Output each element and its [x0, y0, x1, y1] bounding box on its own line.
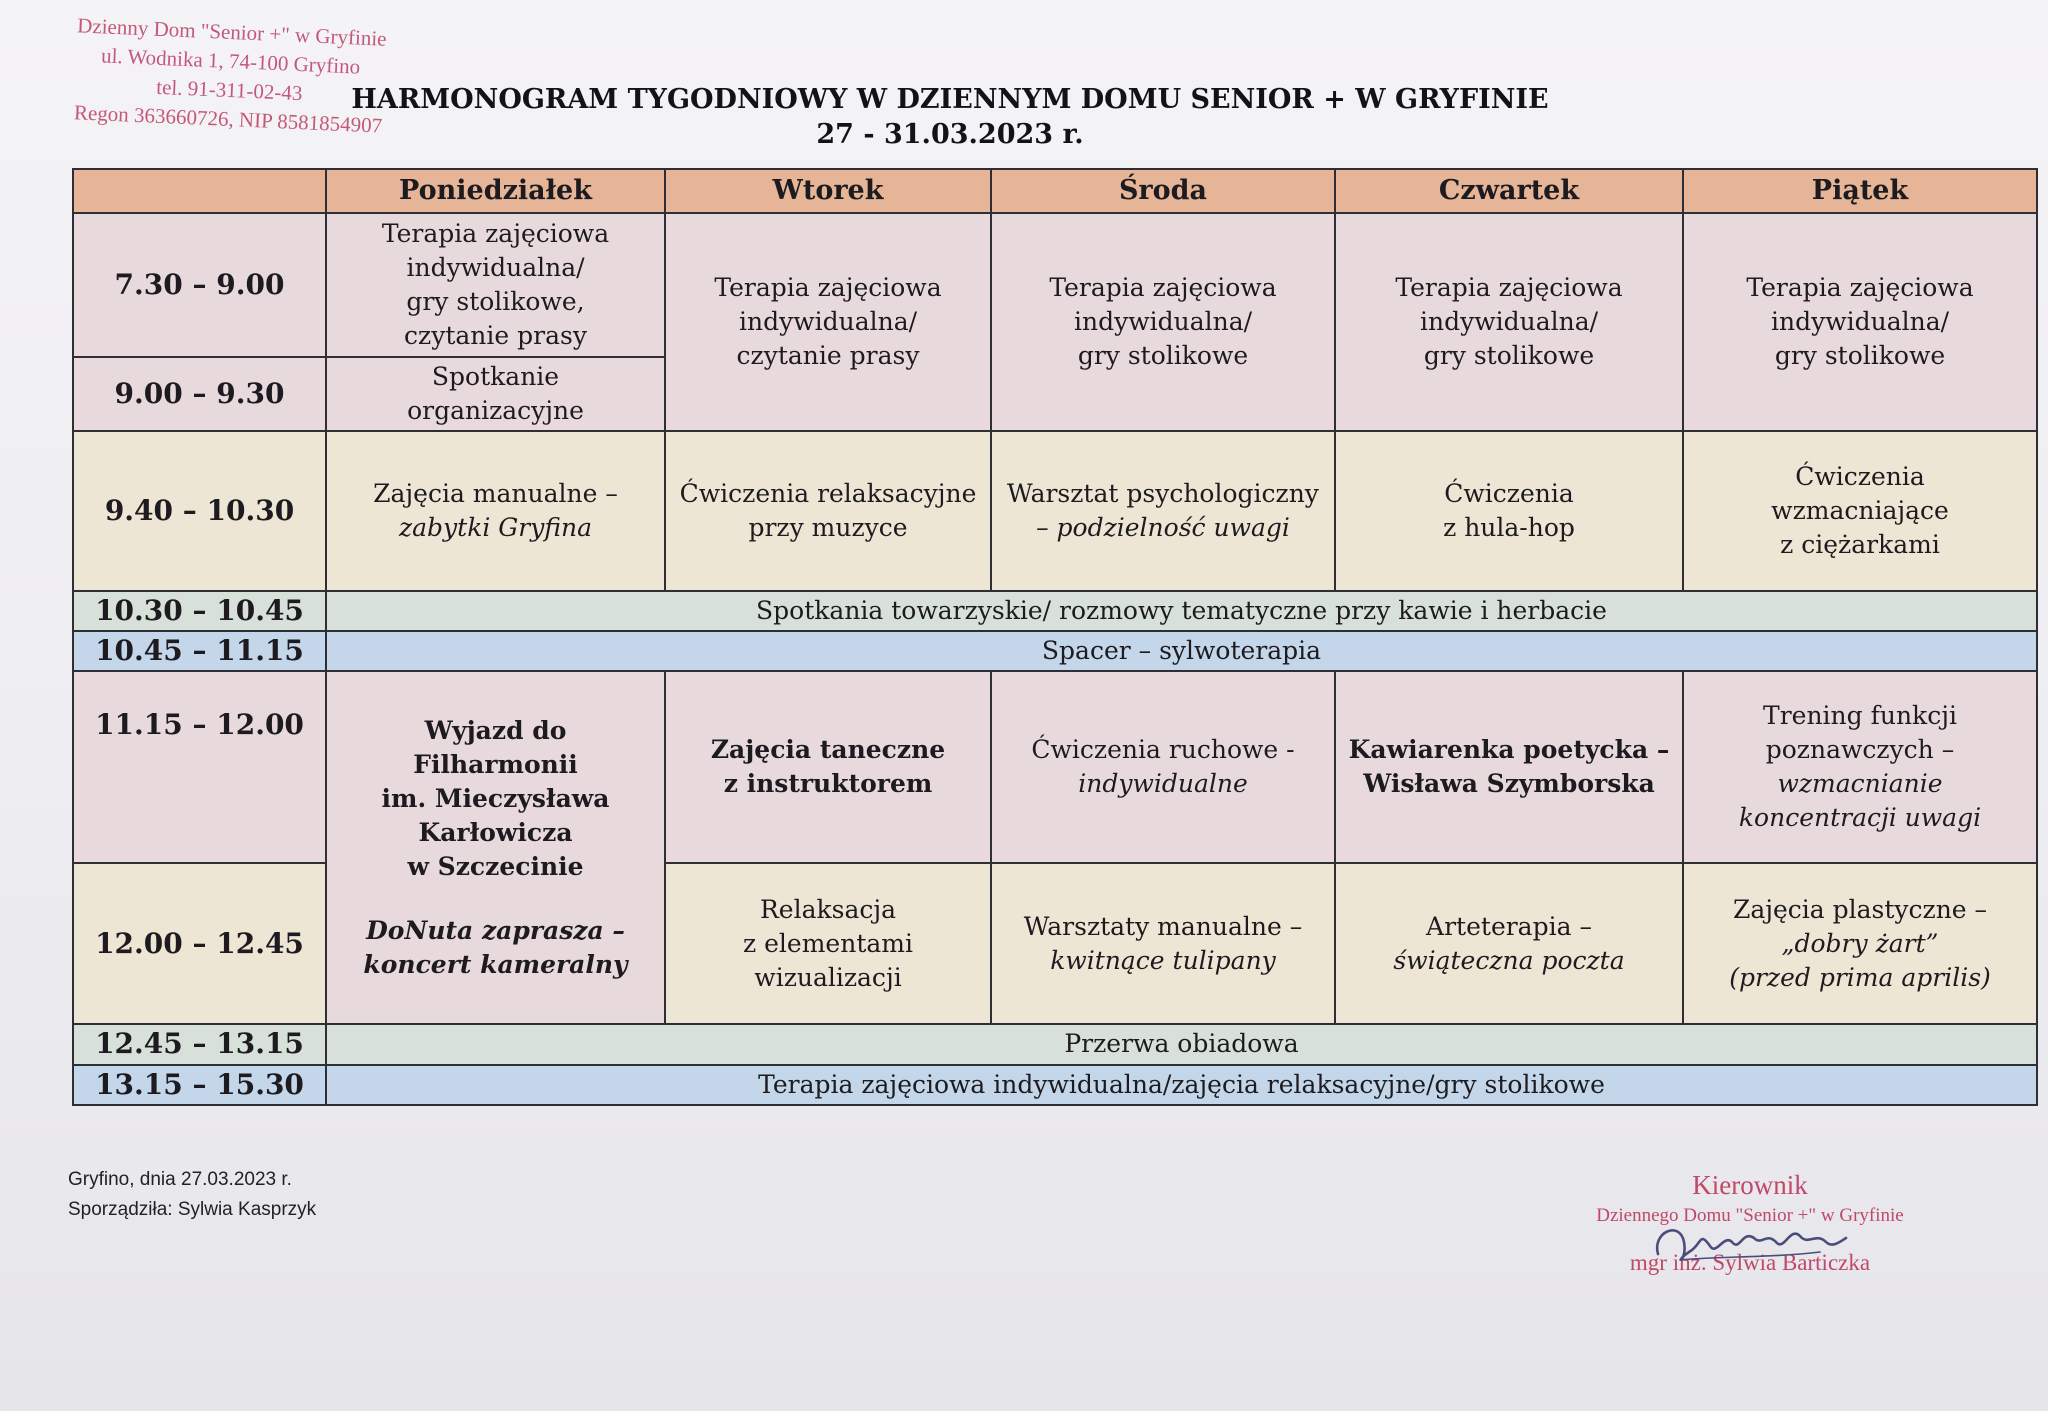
- activity-cell: [1683, 671, 2037, 863]
- activity-line: Arteterapia –: [1426, 911, 1592, 941]
- activity-line: im. Mieczysława: [381, 783, 610, 813]
- activity-line: indywidualna/: [1770, 307, 1950, 337]
- date-range: 27 - 31.03.2023 r.: [816, 119, 1084, 150]
- table-row: [73, 431, 2037, 590]
- activity-cell: [1683, 213, 2037, 431]
- activity-line: Karłowicza: [418, 817, 573, 847]
- activity-cell: [1683, 431, 2037, 590]
- page-title: [330, 84, 1570, 154]
- table-row: [73, 1024, 2037, 1064]
- schedule-table: [72, 168, 2038, 1106]
- day-header: Wtorek: [665, 169, 991, 213]
- activity-line: koncentracji uwagi: [1738, 803, 1982, 833]
- activity-line: Terapia zajęciowa: [1395, 273, 1623, 303]
- activity-cell: [326, 213, 665, 356]
- activity-line: z instruktorem: [723, 769, 933, 799]
- time-cell: 12.45 – 13.15: [73, 1024, 326, 1064]
- time-cell: 10.45 – 11.15: [73, 631, 326, 671]
- activity-line: Filharmonii: [413, 749, 578, 779]
- activity-line: Ćwiczenia: [1795, 461, 1925, 491]
- activity-cell: [326, 357, 665, 432]
- activity-line: (przed prima aprilis): [1729, 962, 1991, 992]
- activity-cell: [1683, 863, 2037, 1024]
- activity-cell: [1335, 863, 1683, 1024]
- stamp-line: Dzienny Dom "Senior +" w Gryfinie: [76, 13, 388, 51]
- activity-cell: [665, 671, 991, 863]
- activity-line: koncert kameralny: [363, 949, 628, 979]
- activity-line: Terapia zajęciowa: [381, 218, 610, 248]
- activity-cell: [1335, 213, 1683, 431]
- activity-line: Wisława Szymborska: [1363, 769, 1655, 799]
- table-row: [73, 1065, 2037, 1105]
- activity-line: indywidualna/: [1073, 307, 1253, 337]
- activity-line: Warsztaty manualne –: [1023, 911, 1303, 941]
- activity-cell: [326, 431, 665, 590]
- activity-line: przy muzyce: [748, 512, 908, 542]
- activity-line: Warsztat psychologiczny: [1007, 478, 1319, 508]
- activity-cell: [665, 863, 991, 1024]
- activity-cell-all-days: Przerwa obiadowa: [326, 1024, 2037, 1064]
- day-header: Środa: [991, 169, 1335, 213]
- time-cell: 7.30 – 9.00: [73, 213, 326, 356]
- time-cell: 11.15 – 12.00: [73, 671, 326, 863]
- activity-line: kwitnące tulipany: [1050, 945, 1276, 975]
- activity-line: czytanie prasy: [404, 320, 587, 350]
- activity-line: wzmacnianie: [1777, 769, 1943, 799]
- stamp-line: ul. Wodnika 1, 74-100 Gryfino: [100, 43, 361, 79]
- activity-line: gry stolikowe: [1077, 341, 1249, 371]
- activity-line: Kawiarenka poetycka –: [1348, 735, 1670, 765]
- activity-line: DoNuta zaprasza –: [366, 915, 625, 945]
- activity-line: Ćwiczenia: [1444, 478, 1574, 508]
- activity-cell: [991, 671, 1335, 863]
- activity-cell: [1335, 671, 1683, 863]
- head-unit: Dziennego Domu "Senior +" w Gryfinie: [1596, 1205, 1904, 1226]
- day-header: Czwartek: [1335, 169, 1683, 213]
- footer-info: [68, 1165, 316, 1225]
- activity-cell: [991, 431, 1335, 590]
- activity-line: Trening funkcji: [1763, 701, 1957, 731]
- activity-line: Terapia zajęciowa: [1049, 273, 1277, 303]
- activity-line: Terapia zajęciowa: [1746, 273, 1974, 303]
- activity-line: Ćwiczenia ruchowe -: [1031, 735, 1295, 765]
- header-corner: [73, 169, 326, 213]
- stamp-line: Regon 363660726, NIP 8581854907: [73, 100, 383, 138]
- activity-line: indywidualna/: [738, 307, 918, 337]
- activity-line: czytanie prasy: [736, 341, 920, 371]
- title-line: HARMONOGRAM TYGODNIOWY W DZIENNYM DOMU SENIOR + W GRYFINIE: [351, 84, 1549, 115]
- table-row: [73, 671, 2037, 863]
- activity-line: indywidualna/: [1419, 307, 1599, 337]
- time-cell: 9.00 – 9.30: [73, 357, 326, 432]
- table-row: [73, 631, 2037, 671]
- activity-line: z ciężarkami: [1780, 529, 1940, 559]
- activity-line: gry stolikowe,: [406, 286, 585, 316]
- activity-line: gry stolikowe: [1423, 341, 1595, 371]
- activity-line: – podzielność uwagi: [1036, 512, 1290, 542]
- activity-line: Terapia zajęciowa: [714, 273, 942, 303]
- activity-cell: [991, 863, 1335, 1024]
- day-header: Poniedziałek: [326, 169, 665, 213]
- activity-line: Zajęcia taneczne: [710, 735, 946, 765]
- activity-line: poznawczych –: [1765, 735, 1955, 765]
- activity-line: z elementami: [743, 928, 913, 958]
- day-header: Piątek: [1683, 169, 2037, 213]
- activity-cell-all-days: Spotkania towarzyskie/ rozmowy tematyczne przy kawie i herbacie: [326, 591, 2037, 631]
- activity-cell: [665, 431, 991, 590]
- stamp-line: tel. 91-311-02-43: [155, 74, 303, 106]
- place-date: Gryfino, dnia 27.03.2023 r.: [68, 1169, 292, 1190]
- activity-cell: [326, 671, 665, 1024]
- activity-line: zabytki Gryfina: [398, 512, 593, 542]
- activity-cell-all-days: Terapia zajęciowa indywidualna/zajęcia relaksacyjne/gry stolikowe: [326, 1065, 2037, 1105]
- activity-line: gry stolikowe: [1774, 341, 1946, 371]
- table-row: [73, 213, 2037, 356]
- header-row: [73, 169, 2037, 213]
- prepared-by: Sporządziła: Sylwia Kasprzyk: [68, 1199, 317, 1220]
- activity-line: świąteczna poczta: [1393, 945, 1625, 975]
- time-cell: 10.30 – 10.45: [73, 591, 326, 631]
- activity-line: organizacyjne: [407, 395, 584, 425]
- activity-line: wzmacniające: [1771, 495, 1949, 525]
- activity-line: z hula-hop: [1443, 512, 1575, 542]
- activity-line: Zajęcia plastyczne –: [1732, 894, 1988, 924]
- table-row: [73, 591, 2037, 631]
- time-cell: 13.15 – 15.30: [73, 1065, 326, 1105]
- activity-cell-all-days: Spacer – sylwoterapia: [326, 631, 2037, 671]
- activity-line: Zajęcia manualne –: [373, 478, 618, 508]
- activity-line: indywidualna/: [406, 252, 585, 282]
- activity-line: Ćwiczenia relaksacyjne: [679, 478, 977, 508]
- activity-cell: [991, 213, 1335, 431]
- handwritten-signature: [1650, 1212, 1850, 1272]
- activity-line: „dobry żart”: [1781, 928, 1939, 958]
- head-title: Kierownik: [1692, 1170, 1808, 1200]
- activity-line: Spotkanie: [431, 361, 560, 391]
- activity-line: wizualizacji: [754, 962, 902, 992]
- time-cell: 12.00 – 12.45: [73, 863, 326, 1024]
- activity-cell: [1335, 431, 1683, 590]
- activity-cell: [665, 213, 991, 431]
- activity-line: indywidualne: [1078, 769, 1248, 799]
- activity-line: Wyjazd do: [424, 715, 567, 745]
- head-name: mgr inż. Sylwia Barticzka: [1629, 1250, 1871, 1275]
- activity-line: w Szczecinie: [407, 851, 584, 881]
- activity-line: Relaksacja: [759, 894, 897, 924]
- time-cell: 9.40 – 10.30: [73, 431, 326, 590]
